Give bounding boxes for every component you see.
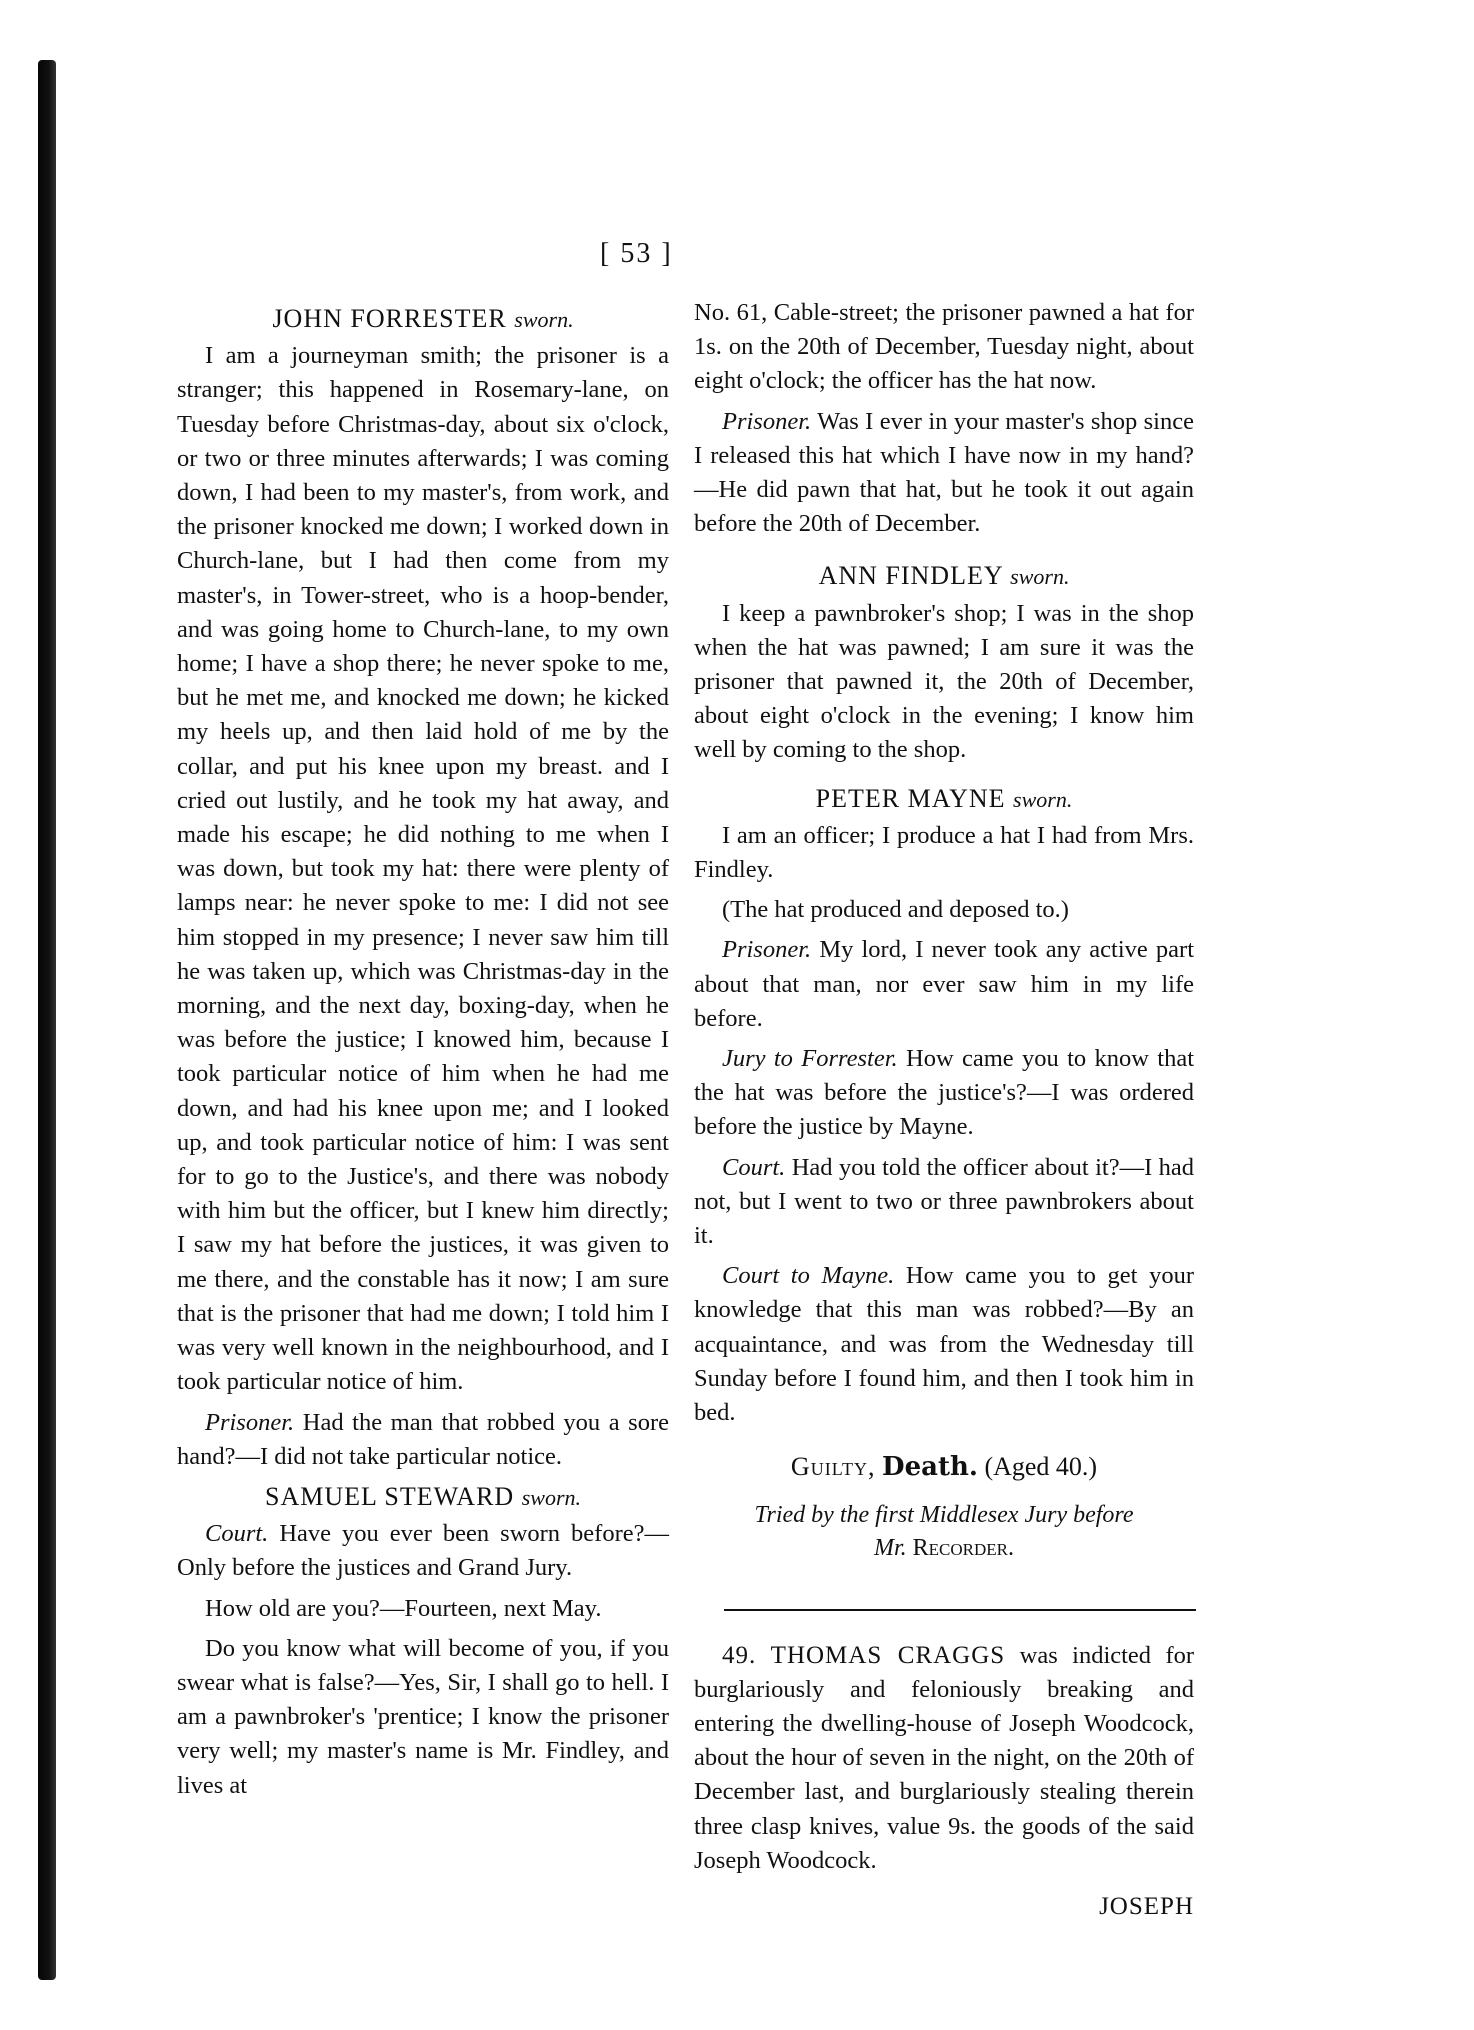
testimony-findley: I keep a pawnbroker's shop; I was in the shop when the hat was pawned; I am sure it was the prisoner that pawned it, the 20th of December, about eight o'clock in the evening; I know him well by coming to the shop.: [694, 599, 1194, 764]
witness-name: SAMUEL STEWARD: [264, 1481, 515, 1511]
catchword: JOSEPH: [1099, 1892, 1194, 1920]
exchange-text: Was I ever in your master's shop since I released this hat which I have now in my hand?—He did pawn that hat, but he took it out again before the 20th of December.: [694, 407, 1194, 538]
speaker-label: Court.: [205, 1520, 269, 1548]
speaker-label: Prisoner.: [205, 1408, 295, 1436]
speaker-label: Court to Mayne.: [722, 1262, 895, 1290]
speaker-label: Jury to Forrester.: [722, 1045, 898, 1073]
sworn-label: sworn.: [1013, 786, 1073, 812]
exchange-court-steward: [177, 1517, 669, 1585]
verdict-line: [694, 1450, 1194, 1484]
exchange-text: Have you ever been sworn before?—Only before the justices and Grand Jury.: [177, 1520, 669, 1582]
speaker-label: Court.: [722, 1153, 786, 1181]
exchange-court-mayne: [694, 1259, 1194, 1430]
tried-mr: Mr.: [873, 1534, 907, 1561]
tried-recorder-line: [694, 1532, 1194, 1565]
exchange-court: [694, 1151, 1194, 1254]
exchange-age-steward: How old are you?—Fourteen, next May.: [205, 1594, 602, 1622]
case-indictment: [694, 1639, 1194, 1878]
case-number: 49.: [722, 1641, 757, 1669]
speaker-label: Prisoner.: [722, 936, 812, 964]
witness-heading-steward: [177, 1480, 669, 1515]
book-binding-edge: [38, 60, 56, 1980]
testimony-forrester: I am a journeyman smith; the prisoner is a stranger; this happened in Rosemary-lane, on Tuesday before Christmas-day, about six o'clock, or two or three minutes afterwards; I was coming down, I had been to my master's, from work, and the prisoner knocked me down; I worked down in Church-lane, but I had then come from my master's, in Tower-street, who is a hoop-bender, and was going home to Church-lane, to my own home; I have a shop there; he never spoke to me, but he met me, and knocked me down; he kicked my heels up, and then laid hold of me by the collar, and put his knee upon my breast. and I cried out lustily, and he took my hat away, and made his escape; he did nothing to me when I was down, but took my hat: there were plenty of lamps near: he never spoke to me: I did not see him stopped in my presence; I never saw him till he was taken up, which was Christmas-day in the morning, and the next day, boxing-day, when he was before the justice; I knowed him, because I took particular notice of him when he had me down, and had his knee upon me; and I looked up, and took particular notice of him: I was sent for to go to the Justice's, and there was nobody with him but the officer, but I knew him directly; I saw my hat before the justices, it was given to me there, and the constable has it now; I am sure that is the prisoner that had me down; I told him I was very well known in the neighbourhood, and I took particular notice of him.: [177, 342, 669, 1396]
witness-heading-findley: [694, 559, 1194, 594]
exchange-text: How came you to get your knowledge that this man was robbed?—By an acquaintance, and was from the Wednesday till Sunday before I found him, and then I took him in bed.: [694, 1262, 1194, 1427]
exchange-prisoner-steward: [694, 405, 1194, 542]
exchange-text: How came you to know that the hat was before the justice's?—I was ordered before the justice by Mayne.: [694, 1045, 1194, 1141]
exchange-oath-steward: Do you know what will become of you, if you swear what is false?—Yes, Sir, I shall go to hell. I am a pawnbroker's 'prentice; I know the prisoner very well; my master's name is Mr. Findley, and lives at: [177, 1634, 669, 1799]
witness-name: ANN FINDLEY: [818, 561, 1003, 591]
witness-name: PETER MAYNE: [815, 783, 1006, 813]
speaker-label: Prisoner.: [722, 407, 812, 435]
testimony-steward-continued: No. 61, Cable-street; the prisoner pawned a hat for 1s. on the 20th of December, Tuesday night, about eight o'clock; the officer has the hat now.: [694, 299, 1194, 395]
witness-heading-mayne: [694, 782, 1194, 817]
exchange-text: Had you told the officer about it?—I had not, but I went to two or three pawnbrokers about it.: [694, 1153, 1195, 1250]
tried-recorder: Recorder.: [912, 1534, 1015, 1561]
exchange-text: My lord, I never took any active part about that man, nor ever saw him in my life before.: [694, 936, 1194, 1032]
case-text: was indicted for burglariously and feloniously breaking and entering the dwelling-house of Joseph Woodcock, about the hour of seven in the night, on the 20th of December last, and burglariously stealing therein three clasp knives, value 9s. the goods of the said Joseph Woodcock.: [694, 1641, 1195, 1874]
exchange-prisoner-mayne: [694, 933, 1194, 1036]
verdict-death: Death.: [882, 1452, 978, 1483]
tried-by-line: [694, 1499, 1194, 1565]
verdict-age: (Aged 40.): [984, 1452, 1098, 1482]
exchange-prisoner-forrester: [177, 1406, 669, 1474]
sworn-label: sworn.: [521, 1484, 581, 1510]
witness-heading-forrester: [177, 302, 669, 337]
sworn-label: sworn.: [1010, 564, 1070, 590]
right-column: [694, 296, 1194, 1924]
exchange-jury-forrester: [694, 1042, 1194, 1145]
section-divider: [724, 1609, 1196, 1611]
testimony-mayne: I am an officer; I produce a hat I had from Mrs. Findley.: [694, 821, 1194, 884]
page-number: [ 53 ]: [600, 238, 673, 269]
case-defendant-name: THOMAS CRAGGS: [770, 1641, 1006, 1669]
left-column: [177, 296, 669, 1809]
sworn-label: sworn.: [514, 307, 574, 332]
note-hat-produced: (The hat produced and deposed to.): [722, 896, 1069, 924]
tried-text: Tried by the first Middlesex Jury before: [754, 1501, 1134, 1528]
exchange-text: Had the man that robbed you a sore hand?—I did not take particular notice.: [177, 1408, 669, 1470]
witness-name: JOHN FORRESTER: [272, 304, 507, 333]
verdict-guilty: Guilty,: [790, 1452, 876, 1482]
